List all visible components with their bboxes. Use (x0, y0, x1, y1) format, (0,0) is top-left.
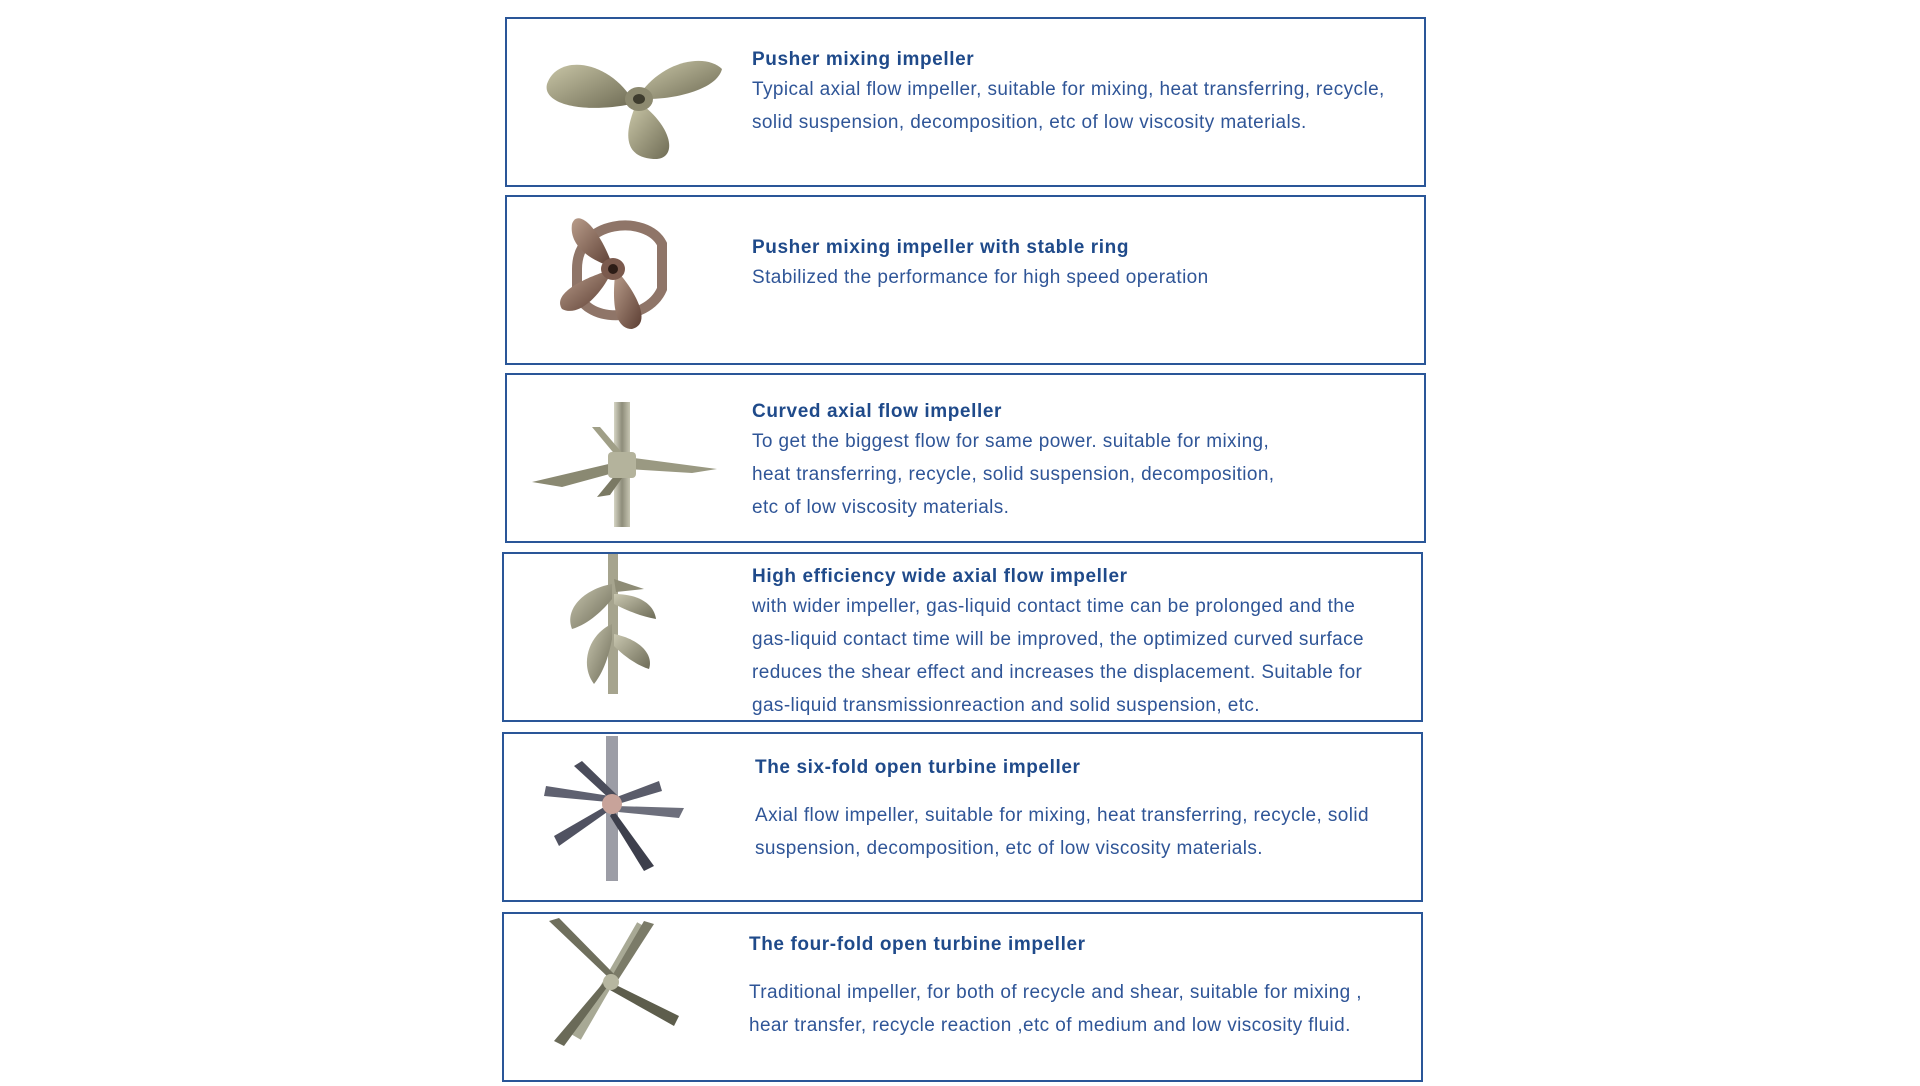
impeller-title: Pusher mixing impeller with stable ring (752, 237, 1130, 258)
impeller-description: Traditional impeller, for both of recycle and shear, suitable for mixing , hear transfer, recycle reaction ,etc of medium and low viscosity fluid. (749, 982, 1362, 1036)
impeller-card-wide-axial (502, 552, 1423, 722)
impeller-description: Axial flow impeller, suitable for mixing, heat transferring, recycle, solid suspension, decomposition, etc of low viscosity materials. (755, 805, 1369, 859)
curved-axial-impeller-icon (522, 387, 732, 537)
impeller-title: Pusher mixing impeller (752, 49, 975, 70)
three-blade-propeller-icon (537, 29, 747, 179)
impeller-card-six-fold-turbine (502, 732, 1423, 902)
impeller-title: High efficiency wide axial flow impeller (752, 566, 1128, 587)
impeller-card-pusher (505, 17, 1426, 187)
impeller-card-curved-axial (505, 373, 1426, 543)
impeller-title: The six-fold open turbine impeller (755, 757, 1081, 778)
impeller-title: The four-fold open turbine impeller (749, 934, 1086, 955)
six-blade-turbine-icon (534, 736, 744, 886)
impeller-card-ringed-pusher (505, 195, 1426, 365)
ringed-propeller-icon (527, 199, 737, 349)
impeller-description: with wider impeller, gas-liquid contact time can be prolonged and the gas-liquid contact time will be improved, the optimized curved surface reduces the shear effect and increases the displacement. Suitable for gas-liquid transmissionreaction and solid suspension, etc. (752, 596, 1364, 716)
impeller-title: Curved axial flow impeller (752, 401, 1003, 422)
impeller-description: Stabilized the performance for high speed operation (752, 267, 1209, 288)
impeller-card-four-fold-turbine (502, 912, 1423, 1082)
wide-axial-impeller-icon (544, 554, 754, 704)
impeller-description: To get the biggest flow for same power. suitable for mixing, heat transferring, recycle, solid suspension, decomposition, etc of low viscosity materials. (752, 431, 1275, 518)
impeller-description: Typical axial flow impeller, suitable for mixing, heat transferring, recycle, solid suspension, decomposition, etc of low viscosity materials. (752, 79, 1385, 133)
four-blade-turbine-icon (534, 916, 744, 1066)
